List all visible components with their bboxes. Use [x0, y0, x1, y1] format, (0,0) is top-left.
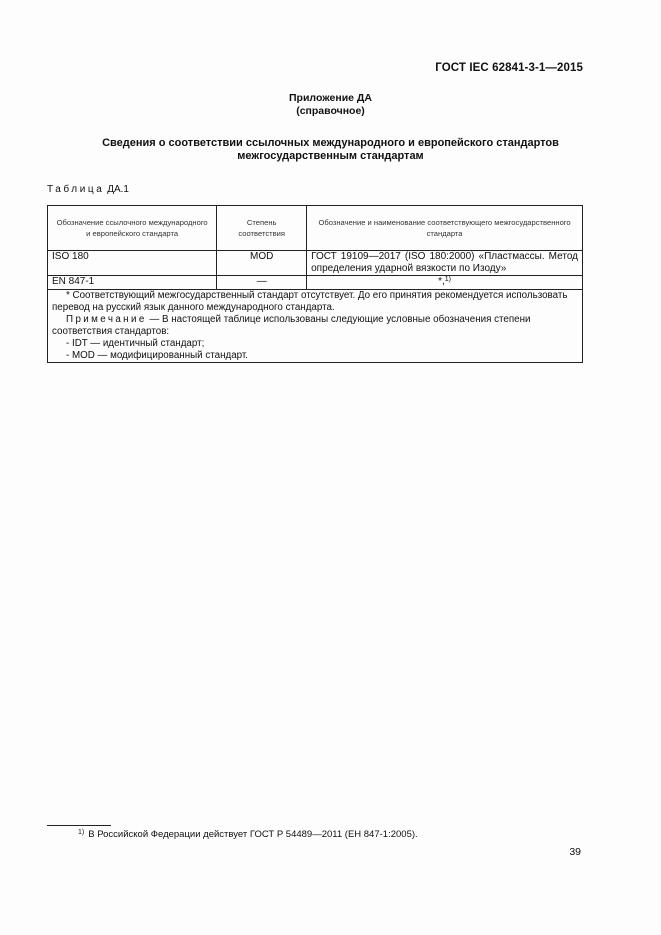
footnote-text: В Российской Федерации действует ГОСТ Р 54489—2011 (ЕН 847-1:2005). — [88, 829, 418, 840]
section-heading-line1: Сведения о соответствии ссылочных международного и европейского стандартов — [102, 137, 559, 149]
annex-title: Приложение ДА — [289, 92, 372, 104]
note-word: Примечание — [66, 314, 147, 325]
cell-gost-line1: ГОСТ 19109—2017 (ISO 180:2000) «Пластмассы. Метод — [311, 251, 578, 262]
footnote-ref: 1) — [444, 276, 452, 283]
section-heading-line2: межгосударственным стандартам — [237, 150, 424, 162]
header-interstate-standard: Обозначение и наименование соответствующего межгосударственного стандарта — [307, 206, 583, 251]
note-text: — В настоящей таблице использованы следующие условные обозначения степени соответствия стандартов: — [52, 314, 531, 337]
cell-gost — [307, 251, 583, 276]
annex-type: (справочное) — [296, 105, 365, 117]
list-item: - IDT — идентичный стандарт; — [66, 338, 205, 349]
note-paragraph — [52, 314, 578, 338]
footnote — [78, 829, 418, 840]
table-row — [48, 276, 583, 290]
page-number: 39 — [569, 846, 581, 858]
cell-degree: MOD — [217, 251, 307, 276]
correspondence-table — [47, 205, 583, 363]
table-row — [48, 251, 583, 276]
cell-gost — [307, 276, 583, 290]
table-notes-row — [48, 290, 583, 363]
table-caption — [47, 184, 129, 195]
footnote-divider — [47, 825, 111, 826]
cell-degree: — — [217, 276, 307, 290]
cell-reference: EN 847-1 — [48, 276, 217, 290]
cell-reference: ISO 180 — [48, 251, 217, 276]
table-notes — [48, 290, 583, 363]
header-degree: Степень соответствия — [217, 206, 307, 251]
cell-gost-line2: определения ударной вязкости по Изоду» — [311, 263, 507, 274]
list-item: - MOD — модифицированный стандарт. — [66, 350, 249, 361]
table-caption-word: Таблица — [47, 184, 105, 195]
header-reference-standard: Обозначение ссылочного международного и европейского стандарта — [48, 206, 217, 251]
table-caption-number: ДА.1 — [104, 184, 129, 195]
asterisk-note: * Соответствующий межгосударственный стандарт отсутствует. До его принятия рекомендуется использовать перевод на русский язык данного международного стандарта. — [52, 290, 568, 313]
cell-gost-mark: *, — [438, 276, 445, 287]
table-header-row — [48, 206, 583, 251]
document-code: ГОСТ IEC 62841-3-1—2015 — [435, 62, 583, 74]
footnote-mark: 1) — [78, 829, 85, 836]
